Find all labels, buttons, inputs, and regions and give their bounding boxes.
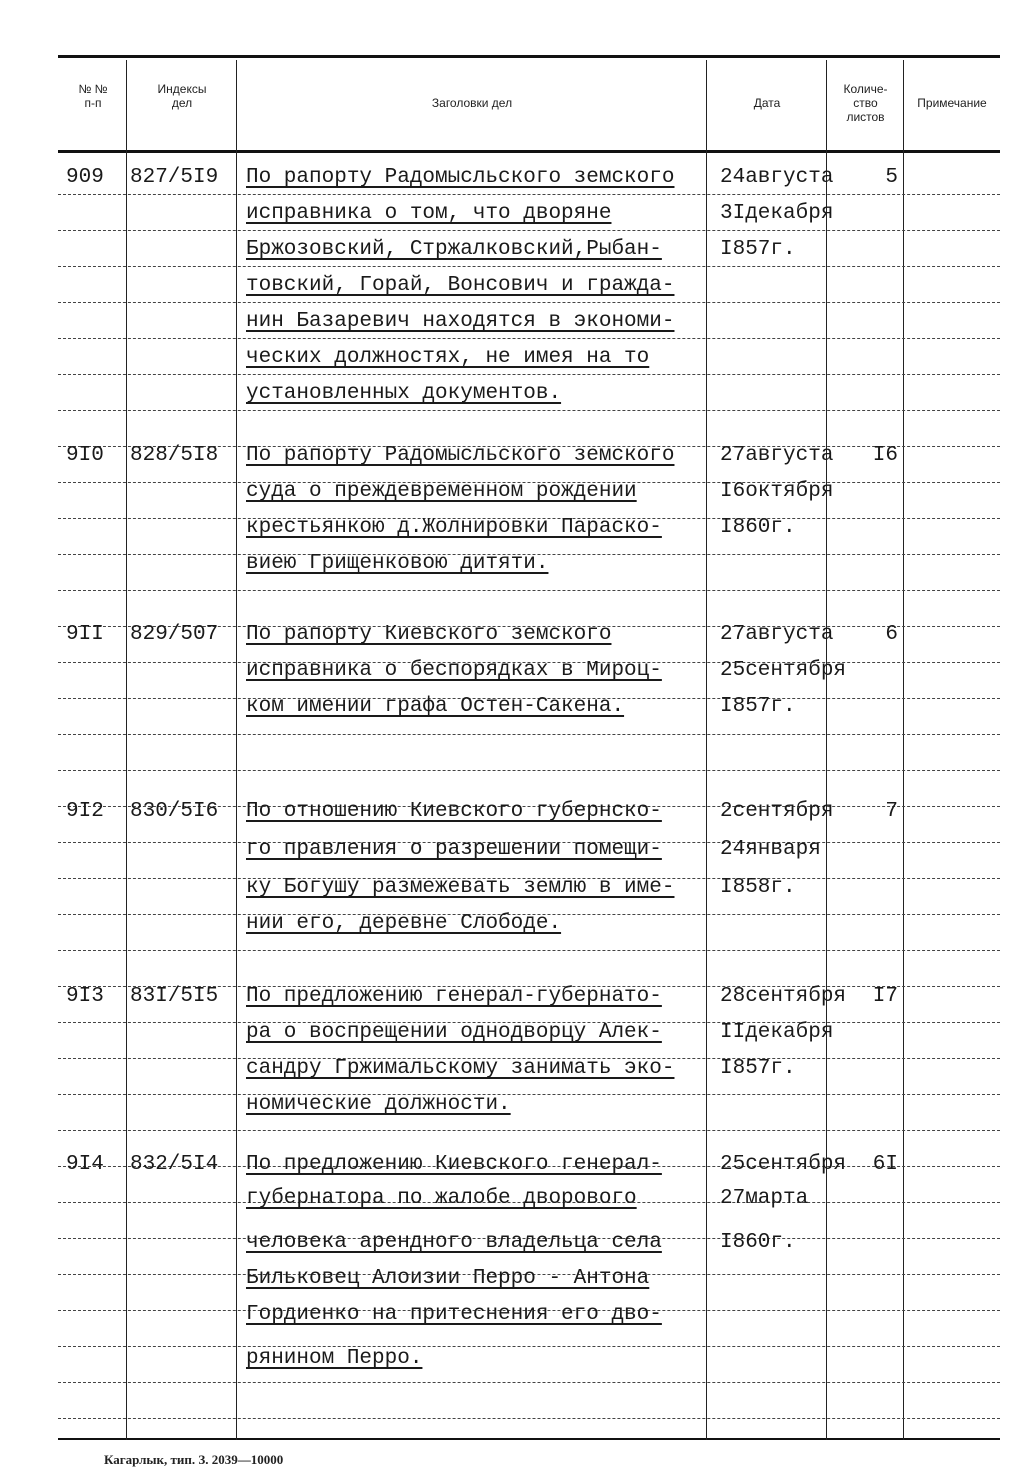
entry-title-line: нин Базаревич находятся в экономи- — [246, 310, 675, 333]
entry-date-start: 24августа — [720, 166, 834, 189]
ruled-line — [58, 734, 1000, 735]
entry-title-line: ком имении графа Остен-Сакена. — [246, 695, 625, 718]
entry-title-line: губернатора по жалобе дворового — [246, 1187, 637, 1210]
ruled-line — [58, 194, 1000, 195]
entry-sheets: 6I — [872, 1153, 898, 1176]
entry-sheets: 5 — [885, 166, 898, 189]
entry-index: 829/507 — [130, 623, 219, 646]
entry-index: 827/5I9 — [130, 166, 219, 189]
entry-title-line: крестьянкою д.Жолнировки Параско- — [246, 516, 662, 539]
entry-index: 828/5I8 — [130, 444, 219, 467]
entry-title-line: ра о воспрещении однодворцу Алек- — [246, 1021, 662, 1044]
header-note: Примечание — [917, 96, 987, 110]
entry-title-line: установленных документов. — [246, 382, 562, 405]
entry-title-line: ку Богушу размежевать землю в име- — [246, 876, 675, 899]
entry-title-line: По рапорту Радомысльского земского — [246, 166, 675, 189]
entry-date-end: 24января — [720, 838, 821, 861]
entry-date-year: I860г. — [720, 516, 796, 539]
entry-index: 830/5I6 — [130, 800, 219, 823]
entry-number: 909 — [66, 166, 104, 189]
entry-title-line: рянином Перро. — [246, 1347, 423, 1370]
entry-title-line: нии его, деревне Слободе. — [246, 912, 562, 935]
ruled-line — [58, 1130, 1000, 1131]
entry-date-year: I858г. — [720, 876, 796, 899]
entry-title-line: Бржозовский, Стржалковский,Рыбан- — [246, 238, 662, 261]
ruled-line — [58, 950, 1000, 951]
ruled-line — [58, 1418, 1000, 1419]
entry-title-line: По предложению генерал-губернато- — [246, 985, 662, 1008]
ruled-line — [58, 266, 1000, 267]
entry-number: 9I0 — [66, 444, 104, 467]
header-title: Заголовки дел — [431, 96, 513, 110]
entry-date-end: 3Iдекабря — [720, 202, 834, 225]
entry-date-start: 25сентября — [720, 1153, 847, 1176]
ruled-line — [58, 302, 1000, 303]
table-header-rule — [58, 150, 1000, 153]
entry-date-year: I857г. — [720, 695, 796, 718]
entry-date-end: I6октября — [720, 480, 834, 503]
entry-title-line: Бильковец Алоизии Перро - Антона — [246, 1267, 650, 1290]
ruled-line — [58, 410, 1000, 411]
entry-sheets: 6 — [885, 623, 898, 646]
entry-date-end: 27марта — [720, 1187, 809, 1210]
header-date: Дата — [753, 96, 781, 110]
table-top-rule — [58, 55, 1000, 58]
header-sheets: Количе- ство листов — [843, 82, 888, 124]
entry-number: 9I3 — [66, 985, 104, 1008]
header-index: Индексы дел — [157, 82, 207, 110]
header-number: № № п-п — [78, 82, 108, 110]
entry-date-year: I860г. — [720, 1231, 796, 1254]
entry-index: 83I/5I5 — [130, 985, 219, 1008]
entry-title-line: сандру Гржимальскому занимать эко- — [246, 1057, 675, 1080]
entry-title-line: исправника о том, что дворяне — [246, 202, 612, 225]
entry-sheets: I7 — [872, 985, 898, 1008]
ruled-line — [58, 230, 1000, 231]
entry-date-start: 27августа — [720, 444, 834, 467]
entry-date-end: 25сентября — [720, 659, 847, 682]
entry-date-year: I857г. — [720, 238, 796, 261]
ruled-line — [58, 1382, 1000, 1383]
entry-title-line: ческих должностях, не имея на то — [246, 346, 650, 369]
column-rule — [706, 60, 707, 1440]
ruled-line — [58, 590, 1000, 591]
entry-index: 832/5I4 — [130, 1153, 219, 1176]
entry-title-line: виею Грищенковою дитяти. — [246, 552, 549, 575]
table-bottom-rule — [58, 1438, 1000, 1440]
entry-title-line: По предложению Киевского генерал- — [246, 1153, 662, 1176]
entry-sheets: I6 — [872, 444, 898, 467]
entry-number: 9I2 — [66, 800, 104, 823]
entry-date-start: 27августа — [720, 623, 834, 646]
entry-date-start: 2сентября — [720, 800, 834, 823]
entry-title-line: По рапорту Радомысльского земского — [246, 444, 675, 467]
entry-title-line: товский, Горай, Вонсович и гражда- — [246, 274, 675, 297]
ruled-line — [58, 770, 1000, 771]
entry-title-line: номические должности. — [246, 1093, 511, 1116]
entry-title-line: Гордиенко на притеснения его дво- — [246, 1303, 662, 1326]
entry-date-start: 28сентября — [720, 985, 847, 1008]
ruled-line — [58, 338, 1000, 339]
entry-title-line: человека арендного владельца села — [246, 1231, 662, 1254]
entry-title-line: го правления о разрешении помещи- — [246, 838, 662, 861]
entry-sheets: 7 — [885, 800, 898, 823]
column-rule — [236, 60, 237, 1440]
column-rule — [126, 60, 127, 1440]
entry-title-line: суда о преждевременном рождении — [246, 480, 637, 503]
ruled-line — [58, 374, 1000, 375]
column-rule — [903, 60, 904, 1440]
printer-imprint: Кагарлык, тип. З. 2039—10000 — [104, 1452, 284, 1467]
entry-date-end: IIдекабря — [720, 1021, 834, 1044]
entry-title-line: По отношению Киевского губернско- — [246, 800, 662, 823]
entry-title-line: По рапорту Киевского земского — [246, 623, 612, 646]
entry-number: 9I4 — [66, 1153, 104, 1176]
entry-title-line: исправника о беспорядках в Мироц- — [246, 659, 662, 682]
entry-date-year: I857г. — [720, 1057, 796, 1080]
entry-number: 9II — [66, 623, 104, 646]
